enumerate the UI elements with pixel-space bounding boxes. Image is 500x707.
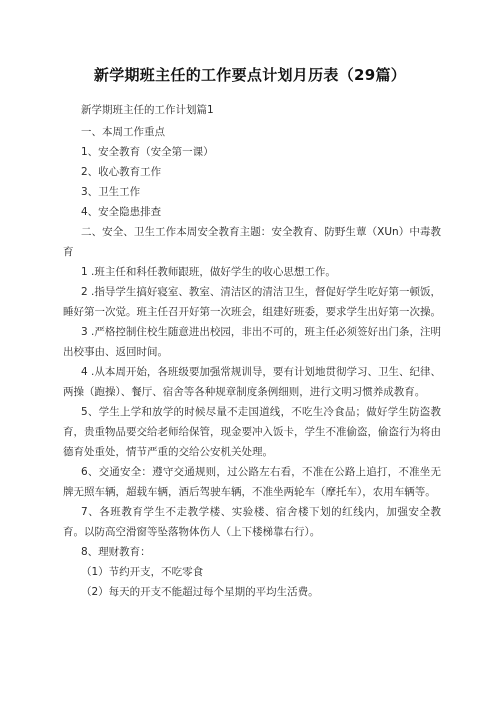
- section-subtitle: 新学期班主任的工作计划篇1: [81, 104, 214, 116]
- document-title: 新学期班主任的工作要点计划月历表（29篇）: [93, 66, 407, 84]
- paragraph: 6、交通安全：遵守交通规则，过公路左右看，不准在公路上追打，不准坐无牌无照车辆，超载车辆，酒后驾驶车辆，不准坐两轮车（摩托车），农用车辆等。: [63, 466, 441, 498]
- paragraph: 2 .指导学生搞好寝室、教室、清洁区的清洁卫生，督促好学生吃好第一顿饭，睡好第一次觉。班主任召开好第一次班会，组建好班委，要求学生出好第一次操。: [63, 286, 441, 318]
- paragraph: （1）节约开支，不吃零食: [81, 566, 204, 578]
- paragraph: 4 .从本周开始，各班级要加强常规训导，要有计划地贯彻学习、卫生、纪律、两操（跑操）、餐厅、宿舍等各种规章制度条例细则，进行文明习惯养成教育。: [63, 366, 441, 398]
- paragraph: 2、收心教育工作: [81, 166, 162, 178]
- document-body: [63, 100, 441, 602]
- paragraph: 1、安全教育（安全第一课）: [81, 146, 214, 158]
- paragraph: 二、安全、卫生工作本周安全教育主题：安全教育、防野生蕈（XUn）中毒教育: [63, 226, 441, 258]
- paragraph: 一、本周工作重点: [81, 126, 165, 138]
- paragraph: 1 .班主任和科任教师跟班，做好学生的收心思想工作。: [81, 266, 336, 278]
- paragraph: （2）每天的开支不能超过每个星期的平均生活费。: [81, 586, 319, 598]
- paragraph: 4、安全隐患排查: [81, 206, 162, 218]
- paragraph: 7、各班教育学生不走教学楼、实验楼、宿舍楼下划的红线内，加强安全教育。以防高空滑窗等坠落物体伤人（上下楼梯靠右行）。: [63, 506, 441, 538]
- paragraph: 3 .严格控制住校生随意进出校园，非出不可的，班主任必须签好出门条，注明出校事由、返回时间。: [63, 326, 441, 358]
- paragraph: 8、理财教育：: [81, 546, 151, 558]
- paragraph: 5、学生上学和放学的时候尽量不走国道线，不吃生冷食品；做好学生防盗教育，贵重物品要交给老师给保管，现金要冲入饭卡，学生不准偷盗，偷盗行为将由德育处重处，情节严重的交给公安机关处理。: [63, 406, 441, 458]
- paragraph: 3、卫生工作: [81, 186, 141, 198]
